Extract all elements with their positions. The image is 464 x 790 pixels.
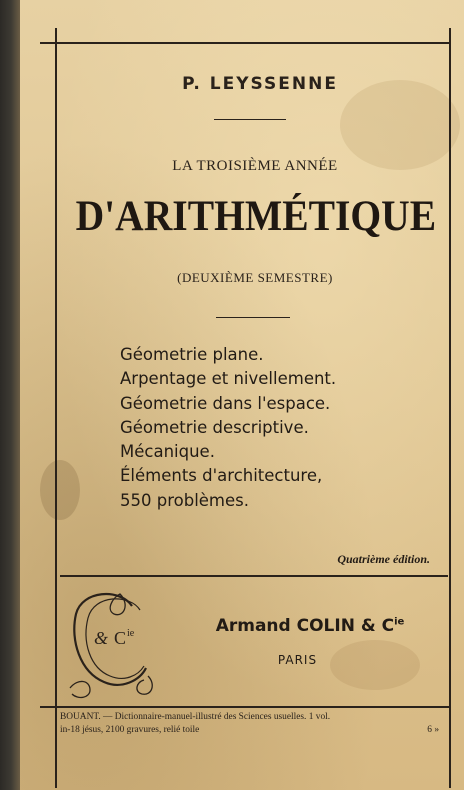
author-divider (214, 119, 286, 120)
topics-list (120, 343, 336, 513)
advertisement-line-2 (60, 724, 445, 737)
advertisement-price: 6 » (427, 725, 439, 735)
top-rule (40, 42, 450, 44)
book-subtitle: LA TROISIÈME ANNÉE (172, 158, 338, 174)
publisher-name-text: Armand COLIN & C (215, 616, 395, 636)
monogram-letter: C (114, 628, 127, 648)
topic-item: Arpentage et nivellement. (120, 369, 337, 389)
advertisement (60, 711, 445, 737)
topic-item: Éléments d'architecture, (120, 466, 323, 486)
topic-item: Mécanique. (120, 442, 215, 462)
semester-label: (DEUXIÈME SEMESTRE) (177, 270, 333, 285)
publisher-city: PARIS (277, 653, 318, 667)
book-title: D'ARITHMÉTIQUE (75, 193, 437, 240)
publisher-name (170, 616, 450, 636)
svg-text:&: & (94, 628, 109, 648)
topic-item: Géometrie dans l'espace. (120, 393, 331, 413)
topic-item: 550 problèmes. (120, 490, 250, 510)
monogram-suffix: ie (127, 628, 135, 639)
topic-item: Géometrie plane. (120, 345, 264, 364)
edition-label: Quatrième édition. (337, 552, 430, 566)
publisher-name-suffix: ie (394, 616, 405, 628)
publisher-monogram (60, 584, 160, 702)
author-name: P. LEYSSENNE (182, 74, 338, 94)
lower-rule (40, 706, 450, 708)
topic-item: Géometrie descriptive. (120, 417, 309, 437)
title-divider (216, 317, 290, 318)
advertisement-line-1: BOUANT. — Dictionnaire-manuel-illustré des Sciences usuelles. 1 vol. (60, 712, 331, 722)
advertisement-line-2-text: in-18 jésus, 2100 gravures, relié toile (60, 725, 200, 735)
book-spine (0, 0, 20, 790)
middle-rule (60, 575, 448, 577)
